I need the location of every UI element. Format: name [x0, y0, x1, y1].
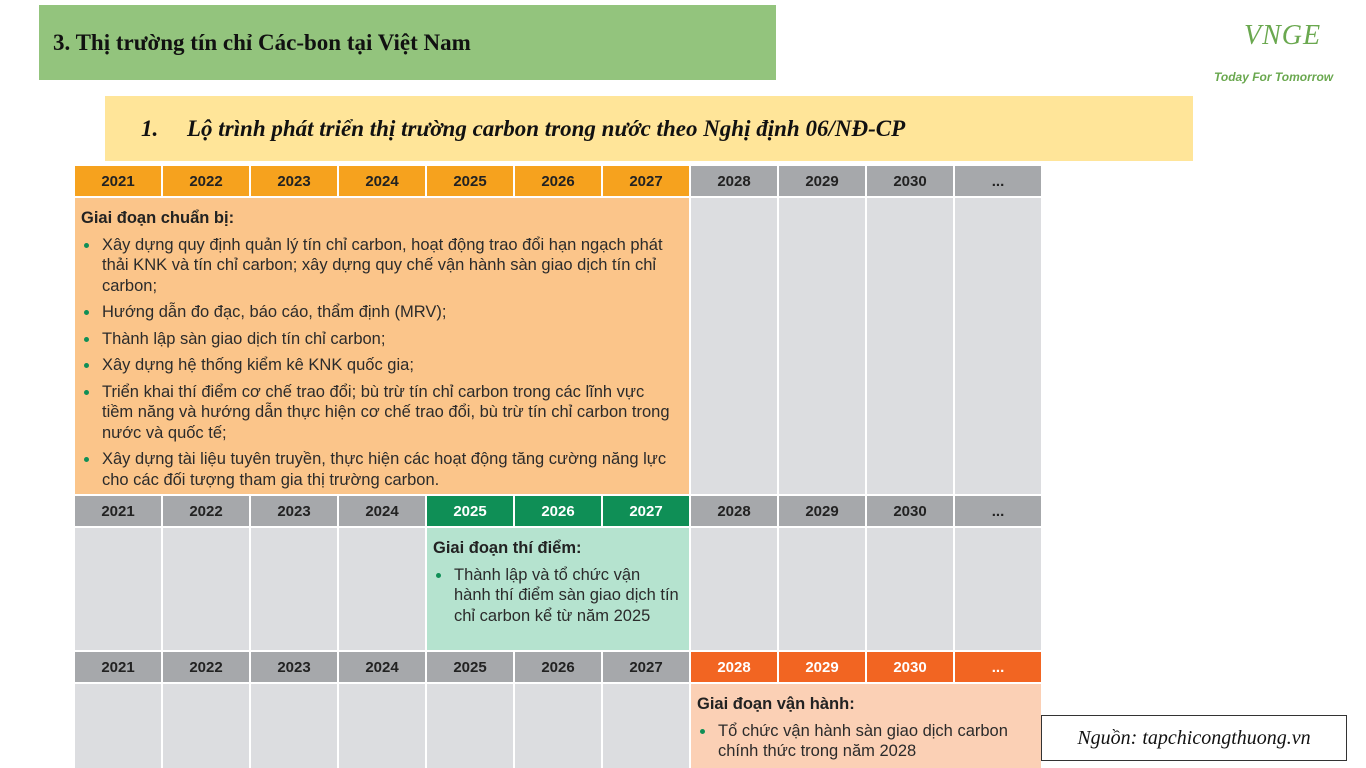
year-cell: 2030 — [867, 166, 953, 196]
year-cell: 2023 — [251, 496, 337, 526]
year-cell: 2028 — [691, 496, 777, 526]
year-cell: ... — [955, 652, 1041, 682]
list-item: Thành lập sàn giao dịch tín chỉ carbon; — [81, 329, 679, 350]
vnge-logo — [1208, 20, 1358, 90]
phase-pilot-panel — [427, 528, 689, 650]
year-cell: 2024 — [339, 496, 425, 526]
year-cell: 2024 — [339, 166, 425, 196]
year-cell: 2029 — [779, 652, 865, 682]
subtitle-text: Lộ trình phát triển thị trường carbon trong nước theo Nghị định 06/NĐ-CP — [187, 115, 906, 141]
source-caption: Nguồn: tapchicongthuong.vn — [1041, 715, 1347, 761]
slide-title-box — [39, 5, 776, 80]
year-cell: 2030 — [867, 652, 953, 682]
phase-items — [433, 565, 679, 627]
year-cell: 2027 — [603, 496, 689, 526]
list-item: Xây dựng quy định quản lý tín chỉ carbon, hoạt động trao đổi hạn ngạch phát thải KNK và tín chỉ carbon; xây dựng quy chế vận hành sàn giao dịch tín chỉ carbon; — [81, 235, 679, 297]
timeline-header-row-1 — [75, 166, 1041, 196]
phase-items — [697, 721, 1031, 762]
year-cell: 2021 — [75, 166, 161, 196]
year-cell: 2023 — [251, 166, 337, 196]
year-cell: 2027 — [603, 652, 689, 682]
year-cell: 2024 — [339, 652, 425, 682]
phase-title: Giai đoạn thí điểm: — [433, 539, 582, 557]
phase-operation-panel — [691, 684, 1041, 768]
logo-tagline: Today For Tomorrow — [1214, 70, 1334, 84]
year-cell: 2026 — [515, 166, 601, 196]
year-cell: ... — [955, 496, 1041, 526]
year-cell: 2022 — [163, 652, 249, 682]
year-cell: 2021 — [75, 496, 161, 526]
year-cell: 2025 — [427, 652, 513, 682]
list-item: Thành lập và tổ chức vận hành thí điểm sàn giao dịch tín chỉ carbon kể từ năm 2025 — [433, 565, 679, 627]
year-cell: 2027 — [603, 166, 689, 196]
year-cell: 2025 — [427, 496, 513, 526]
list-item: Xây dựng tài liệu tuyên truyền, thực hiện các hoạt động tăng cường năng lực cho các đối tượng tham gia thị trường carbon. — [81, 449, 679, 490]
phase-title: Giai đoạn vận hành: — [697, 695, 855, 713]
year-cell: 2028 — [691, 166, 777, 196]
timeline-header-row-2 — [75, 496, 1041, 526]
year-cell: 2022 — [163, 166, 249, 196]
year-cell: 2026 — [515, 496, 601, 526]
subtitle-number: 1. — [141, 115, 159, 141]
subtitle-box — [105, 96, 1193, 161]
year-cell: ... — [955, 166, 1041, 196]
year-cell: 2022 — [163, 496, 249, 526]
year-cell: 2028 — [691, 652, 777, 682]
year-cell: 2021 — [75, 652, 161, 682]
year-cell: 2025 — [427, 166, 513, 196]
phase-items — [81, 235, 679, 491]
phase-title: Giai đoạn chuẩn bị: — [81, 209, 235, 227]
roadmap-timeline — [75, 166, 1041, 768]
list-item: Triển khai thí điểm cơ chế trao đổi; bù trừ tín chỉ carbon trong các lĩnh vực tiềm năng và hướng dẫn thực hiện cơ chế trao đổi, bù trừ tín chỉ carbon trong nước và quốc tế; — [81, 382, 679, 444]
year-cell: 2030 — [867, 496, 953, 526]
phase-preparation-panel — [75, 198, 689, 494]
year-cell: 2023 — [251, 652, 337, 682]
logo-brand: VNGE — [1244, 20, 1322, 51]
list-item: Tổ chức vận hành sàn giao dịch carbon chính thức trong năm 2028 — [697, 721, 1031, 762]
slide-title: 3. Thị trường tín chỉ Các-bon tại Việt Nam — [53, 29, 471, 55]
list-item: Hướng dẫn đo đạc, báo cáo, thẩm định (MRV); — [81, 302, 679, 323]
list-item: Xây dựng hệ thống kiểm kê KNK quốc gia; — [81, 355, 679, 376]
year-cell: 2026 — [515, 652, 601, 682]
year-cell: 2029 — [779, 166, 865, 196]
timeline-header-row-3 — [75, 652, 1041, 682]
year-cell: 2029 — [779, 496, 865, 526]
